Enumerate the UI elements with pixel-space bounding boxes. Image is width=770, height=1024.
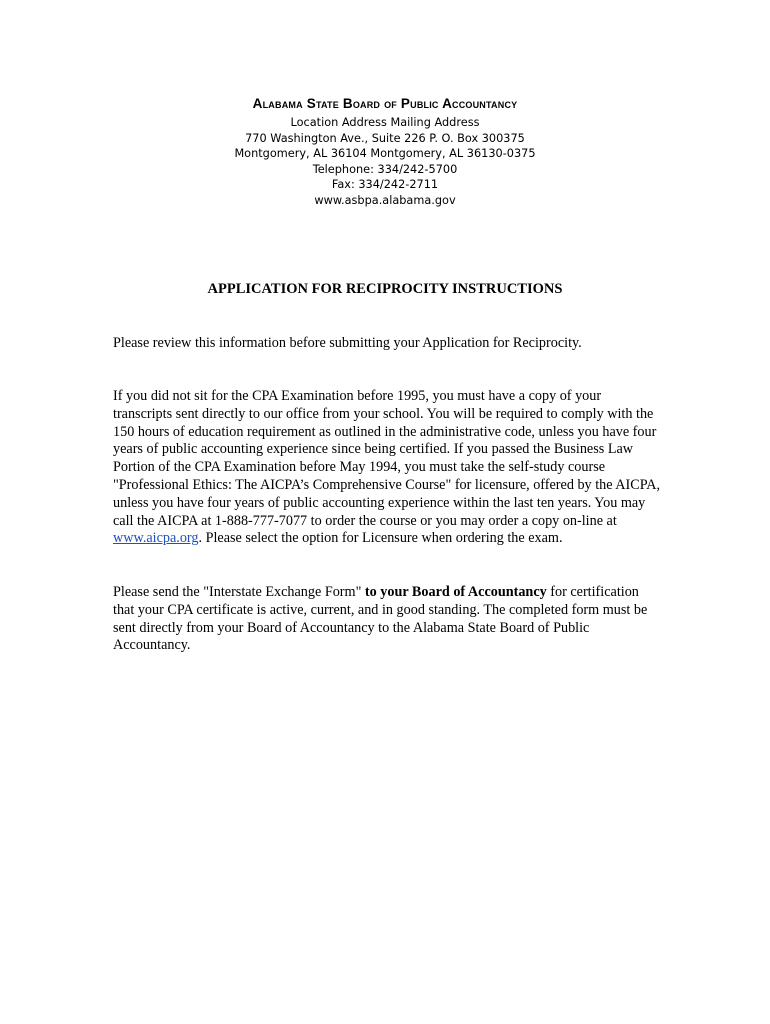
exchange-paragraph-bold: to your Board of Accountancy [364, 584, 547, 600]
address-location-mailing-label: Location Address Mailing Address [290, 116, 480, 129]
exam-paragraph-text: If you did not sit for the CPA Examination before 1995, you must have a copy of your transcripts sent directly to our office from your school. You will be required to comply with the 150 hours of education requirement as outlined in the administrative code, unless you have four years of public accounting experience since being certified. If you passed the Business Law Portion of the CPA Examination before May 1994, you must take the self-study course "Professional Ethics: The AICPA’s Comprehensive Course" for licensure, offered by the AICPA, unless you have four years of public accounting experience within the last ten years. You may call the AICPA at 1-888-777-7077 to order the course or you may order a copy on-line at [113, 388, 661, 529]
address-city: Montgomery, AL 36104 Montgomery, AL 36130-0375 [234, 147, 536, 161]
document-title: APPLICATION FOR RECIPROCITY INSTRUCTIONS [207, 281, 563, 297]
aicpa-link[interactable]: www.aicpa.org [113, 530, 199, 547]
letterhead [0, 96, 770, 209]
fax: Fax: 334/242-2711 [331, 178, 439, 192]
exchange-paragraph-text: Please send the "Interstate Exchange Form" [113, 584, 365, 600]
telephone: Telephone: 334/242-5700 [312, 162, 458, 176]
exchange-paragraph [113, 584, 661, 655]
address-street: 770 Washington Ave., Suite 226 P. O. Box 300375 [245, 131, 525, 145]
exam-paragraph [113, 388, 661, 548]
exchange-paragraph-text-end: for certification that your CPA certificate is active, current, and in good standing. The completed form must be sent directly from your Board of Accountancy to the Alabama State Board of Public Accountancy. [113, 584, 648, 654]
website: www.asbpa.alabama.gov [314, 193, 456, 207]
org-title: Alabama State Board of Public Accountancy [252, 96, 518, 111]
intro-paragraph: Please review this information before submitting your Application for Reciprocity. [113, 335, 582, 351]
exam-paragraph-text-end: . Please select the option for Licensure when ordering the exam. [198, 530, 563, 547]
